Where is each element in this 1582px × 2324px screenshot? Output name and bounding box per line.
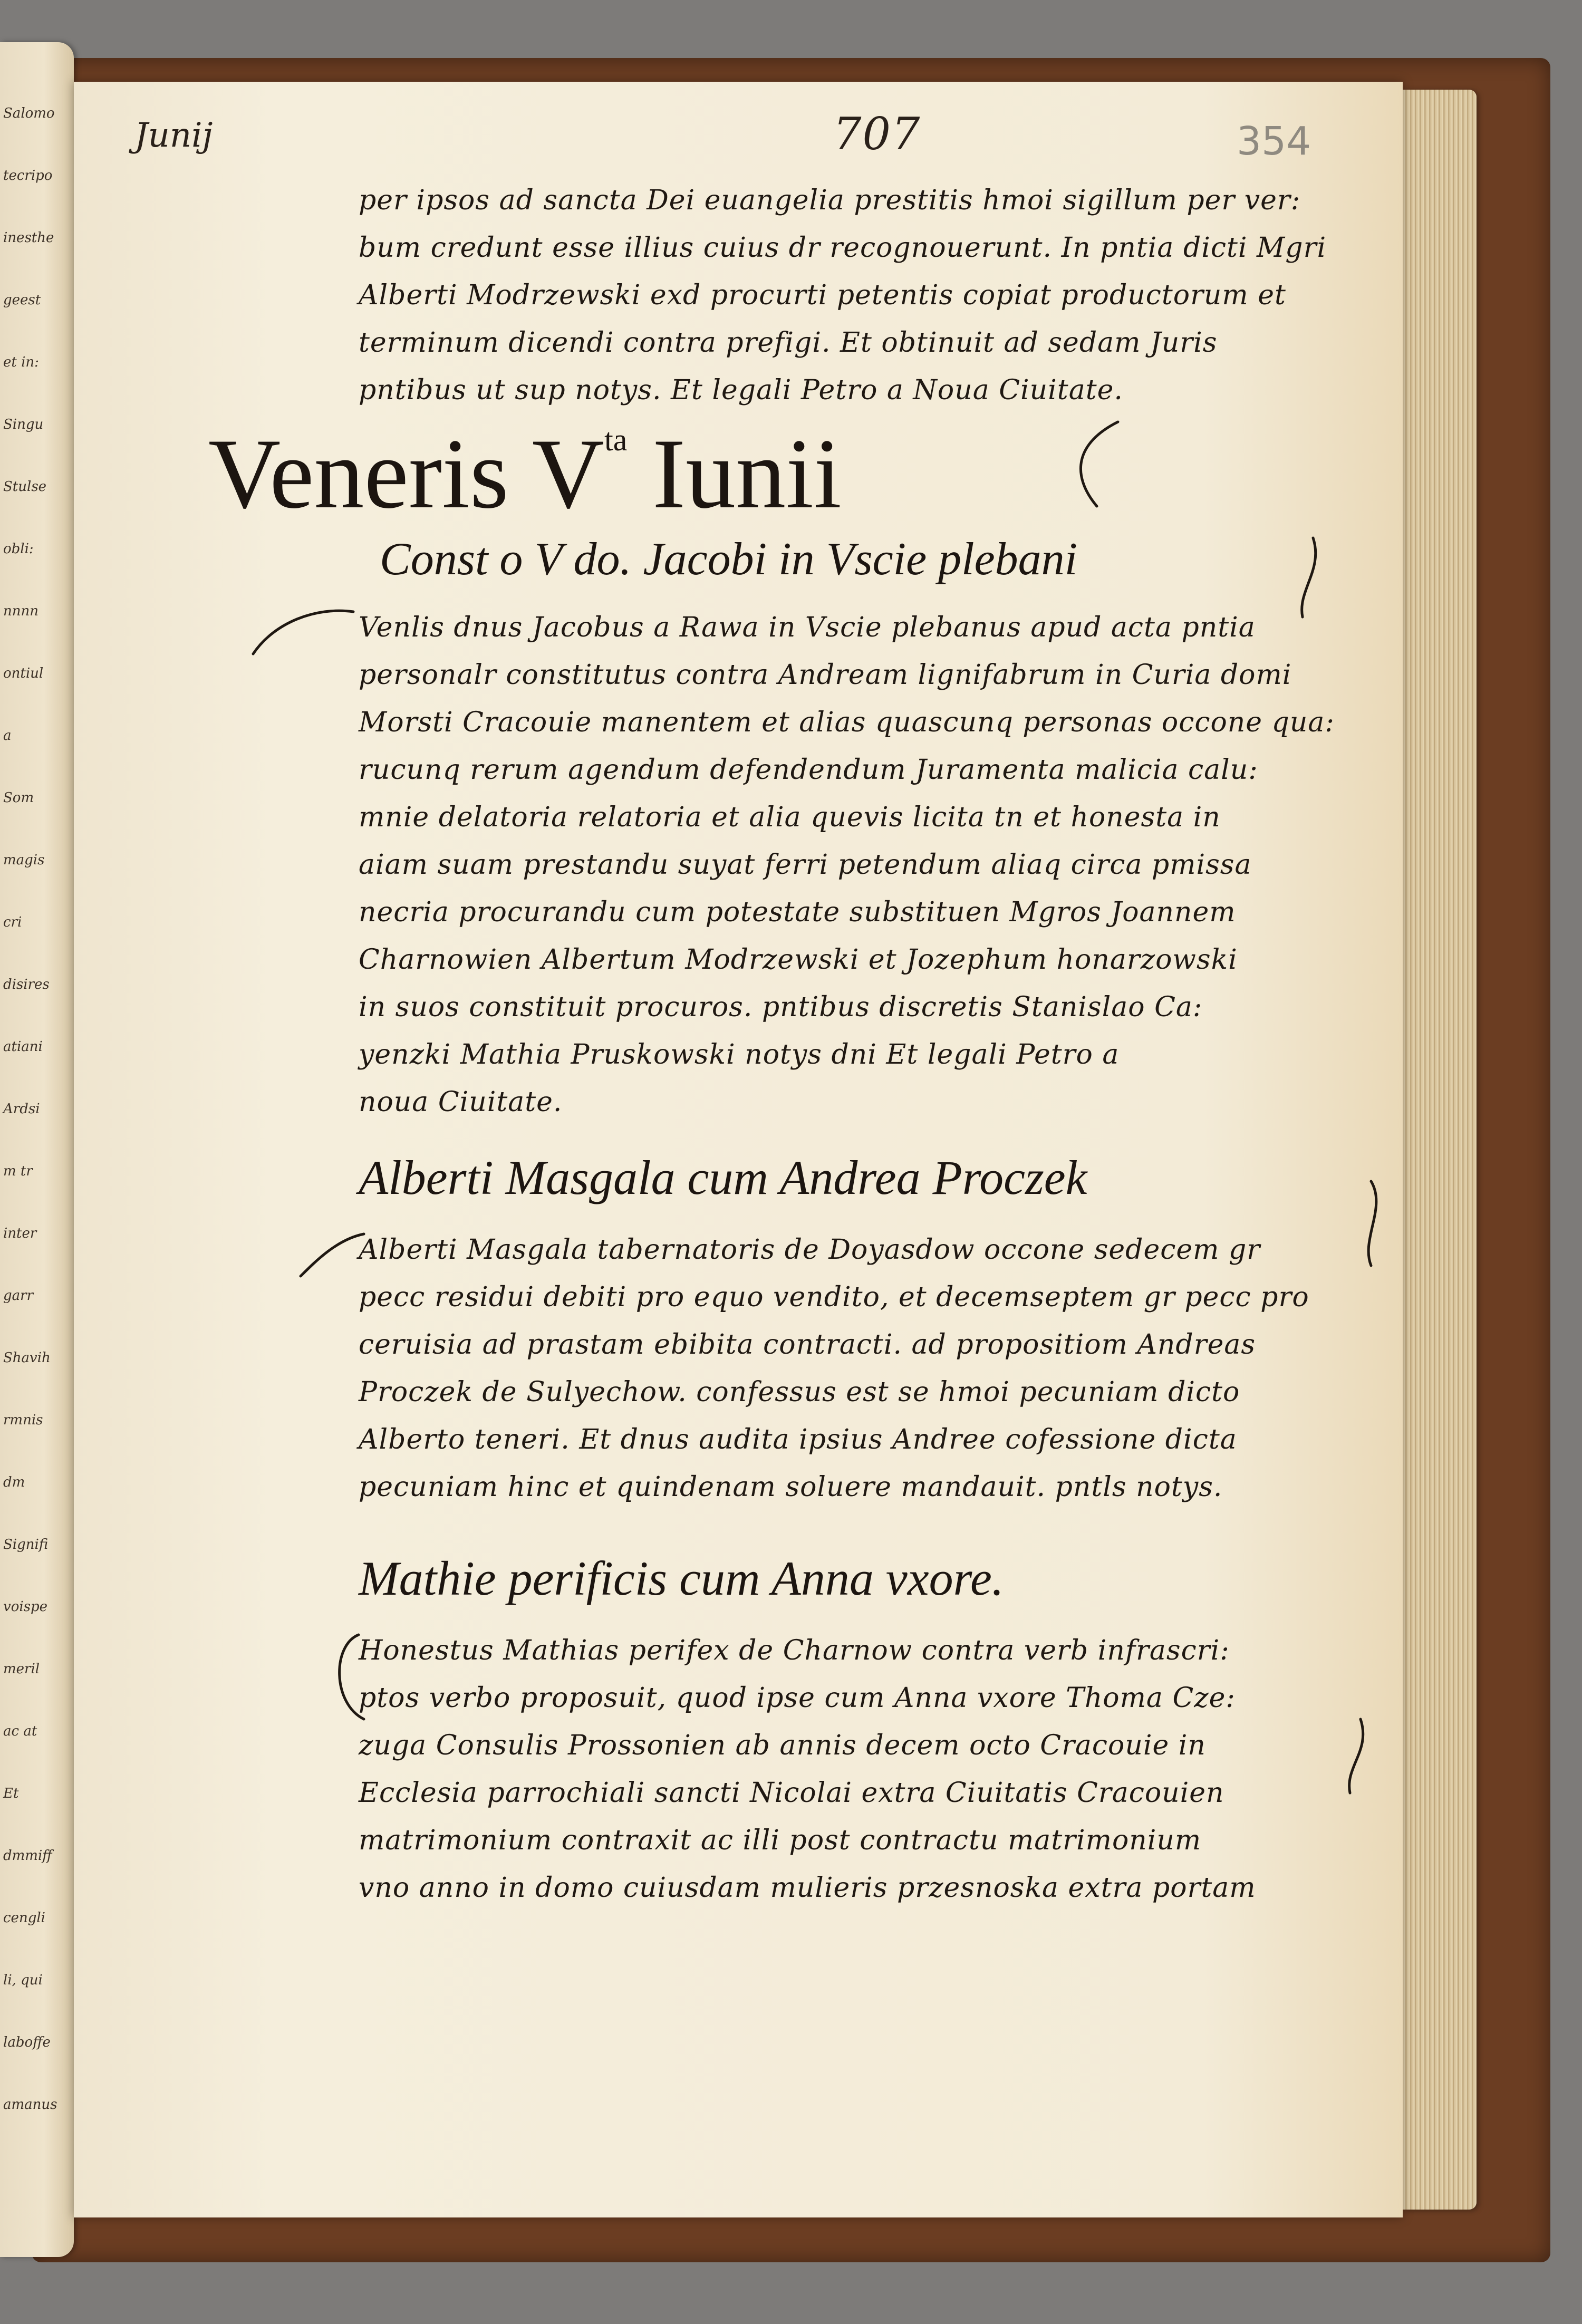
- text-line: mnie delatoria relatoria et alia quevis licita tn et honesta in: [359, 802, 1221, 833]
- flourish-mark: [311, 1624, 374, 1730]
- left-page-fragment: cri: [3, 914, 22, 930]
- left-page-fragment: voispe: [3, 1599, 48, 1615]
- flourish-mark: [295, 1223, 369, 1287]
- text-line: ceruisia ad prastam ebibita contracti. ad propositiom Andreas: [359, 1329, 1256, 1361]
- left-page-fragment: rmnis: [3, 1412, 43, 1428]
- left-page-fragment: garr: [3, 1288, 34, 1304]
- text-line: Proczek de Sulyechow. confessus est se hmoi pecuniam dicto: [359, 1376, 1240, 1408]
- left-page-fragment: Ardsi: [3, 1101, 40, 1117]
- left-page-fragment: Shavih: [3, 1350, 51, 1366]
- left-page-fragment: obli:: [3, 541, 34, 557]
- page-block-edges: [1403, 90, 1477, 2210]
- text-line: aiam suam prestandu suyat ferri petendum aliaq circa pmissa: [359, 849, 1252, 881]
- entry-title: Alberti Masgala cum Andrea Proczek: [359, 1151, 1087, 1204]
- left-page-fragment: Salomo: [3, 105, 55, 121]
- left-page-fragment: li, qui: [3, 1972, 43, 1988]
- flourish-mark: [243, 601, 359, 664]
- text-line: in suos constituit procuros. pntibus discretis Stanislao Ca:: [359, 991, 1203, 1023]
- text-line: Alberto teneri. Et dnus audita ipsius Andree cofessione dicta: [359, 1424, 1237, 1455]
- text-line: ptos verbo proposuit, quod ipse cum Anna vxore Thoma Cze:: [359, 1682, 1236, 1714]
- left-page-fragment: disires: [3, 977, 50, 992]
- left-page-fragment: Singu: [3, 417, 44, 432]
- text-line: necria procurandu cum potestate substituen Mgros Joannem: [359, 896, 1236, 928]
- text-line: personalr constitutus contra Andream lignifabrum in Curia domi: [359, 659, 1292, 691]
- left-page-fragment: tecripo: [3, 168, 53, 184]
- flourish-mark: [1350, 1176, 1392, 1271]
- left-page-fragment: et in:: [3, 354, 39, 370]
- left-page-fragment: ontiul: [3, 666, 44, 681]
- folio-number: 707: [833, 108, 921, 160]
- left-page-fragment: inter: [3, 1226, 37, 1241]
- day-heading-month: Iunii: [652, 419, 842, 529]
- text-line: terminum dicendi contra prefigi. Et obtinuit ad sedam Juris: [359, 327, 1218, 359]
- left-page-fragment: dmmiff: [3, 1848, 52, 1864]
- left-page-fragment: cengli: [3, 1910, 45, 1926]
- text-line: pecuniam hinc et quindenam soluere mandauit. pntls notys.: [359, 1471, 1223, 1503]
- flourish-mark: [1334, 1714, 1376, 1798]
- text-line: Morsti Cracouie manentem et alias quascunq personas occone qua:: [359, 707, 1335, 738]
- text-line: bum credunt esse illius cuius dr recognouerunt. In pntia dicti Mgri: [359, 232, 1327, 264]
- flourish-mark: [1065, 411, 1128, 517]
- day-heading-weekday: Veneris: [208, 419, 509, 529]
- left-page-fragment: inesthe: [3, 230, 54, 246]
- left-page-fragment: m tr: [3, 1163, 33, 1179]
- left-page-fragment: Signifi: [3, 1537, 49, 1552]
- text-line: rucunq rerum agendum defendendum Juramenta malicia calu:: [359, 754, 1258, 786]
- left-page-fragment: Et: [3, 1786, 19, 1801]
- text-line: zuga Consulis Prossonien ab annis decem octo Cracouie in: [359, 1730, 1206, 1761]
- left-page-edge: [0, 42, 74, 2257]
- text-line: matrimonium contraxit ac illi post contractu matrimonium: [359, 1825, 1202, 1856]
- text-line: yenzki Mathia Pruskowski notys dni Et legali Petro a: [359, 1039, 1120, 1071]
- text-line: pecc residui debiti pro equo vendito, et decemseptem gr pecc pro: [359, 1281, 1309, 1313]
- day-heading: [208, 417, 842, 532]
- left-page-fragment: meril: [3, 1661, 40, 1677]
- day-heading-number: V: [532, 419, 605, 529]
- left-page-fragment: magis: [3, 852, 45, 868]
- left-page-fragment: ac at: [3, 1723, 37, 1739]
- day-heading-ordinal: ta: [604, 422, 628, 457]
- left-page-fragment: dm: [3, 1474, 25, 1490]
- text-line: noua Ciuitate.: [359, 1086, 563, 1118]
- left-page-fragment: amanus: [3, 2097, 57, 2113]
- left-page-fragment: geest: [3, 292, 41, 308]
- text-line: Honestus Mathias perifex de Charnow contra verb infrascri:: [359, 1635, 1230, 1666]
- flourish-mark: [1287, 533, 1329, 622]
- text-line: Charnowien Albertum Modrzewski et Jozephum honarzowski: [359, 944, 1238, 976]
- text-line: Venlis dnus Jacobus a Rawa in Vscie plebanus apud acta pntia: [359, 612, 1256, 643]
- text-line: Alberti Masgala tabernatoris de Doyasdow occone sedecem gr: [359, 1234, 1261, 1266]
- text-line: Ecclesia parrochiali sancti Nicolai extra Ciuitatis Cracouien: [359, 1777, 1224, 1809]
- left-page-fragment: laboffe: [3, 2034, 51, 2050]
- text-line: per ipsos ad sancta Dei euangelia prestitis hmoi sigillum per ver:: [359, 185, 1301, 216]
- entry-title: Mathie perificis cum Anna vxore.: [359, 1551, 1004, 1605]
- left-page-fragment: nnnn: [3, 603, 38, 619]
- left-page-fragment: Som: [3, 790, 34, 806]
- entry-title: Const o V do. Jacobi in Vscie plebani: [380, 534, 1078, 585]
- archive-page-number: 354: [1237, 119, 1311, 164]
- text-line: Alberti Modrzewski exd procurti petentis copiat productorum et: [359, 279, 1286, 311]
- left-page-fragment: Stulse: [3, 479, 47, 495]
- left-page-fragment: a: [3, 728, 12, 744]
- text-line: pntibus ut sup notys. Et legali Petro a Noua Ciuitate.: [359, 374, 1123, 406]
- running-head-month: Junij: [134, 116, 213, 155]
- left-page-fragment: atiani: [3, 1039, 43, 1055]
- text-line: vno anno in domo cuiusdam mulieris przesnoska extra portam: [359, 1872, 1256, 1904]
